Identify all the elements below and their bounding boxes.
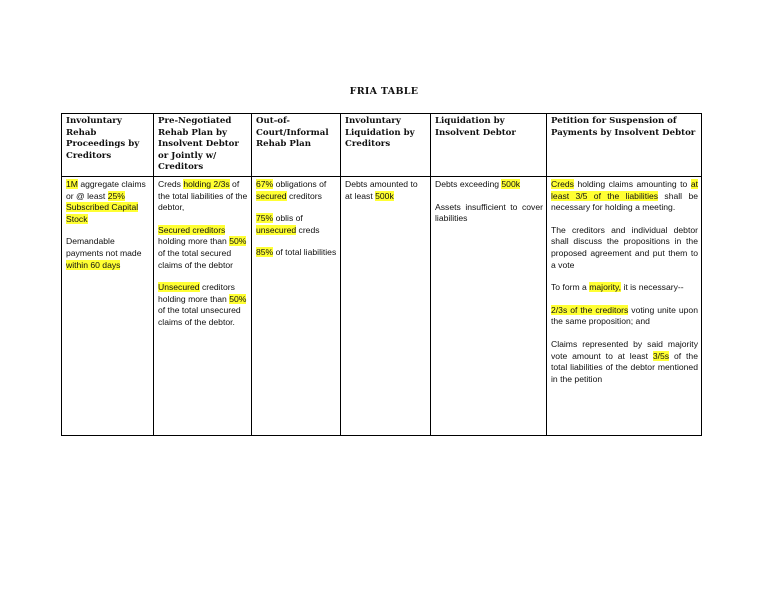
highlight: Unsecured — [158, 282, 200, 293]
paragraph — [256, 247, 337, 259]
text: obligations of — [273, 178, 327, 189]
header-petition-suspension: Petition for Suspension of Payments by Insolvent Debtor — [547, 114, 702, 177]
cell-petition-suspension — [547, 176, 702, 435]
highlight: Creds — [551, 178, 574, 189]
text: of the total liabilities of the debtor mentioned in the petition — [551, 350, 698, 384]
paragraph — [345, 179, 427, 202]
highlight: within 60 days — [66, 259, 121, 270]
highlight: 500k — [501, 178, 521, 189]
paragraph — [256, 213, 337, 236]
header-liquidation-by-debtor: Liquidation by Insolvent Debtor — [431, 114, 547, 177]
highlight: 75% — [256, 213, 274, 224]
highlight: 500k — [375, 190, 394, 201]
text: Assets insufficient to cover liabilities — [435, 201, 543, 224]
highlight: 2/3s of the creditors — [551, 304, 629, 315]
text: of the total liabilities of the debtor, — [158, 178, 248, 213]
highlight: 1M — [66, 178, 78, 189]
paragraph — [551, 179, 698, 214]
text: creds — [296, 224, 320, 235]
page-title: FRIA TABLE — [349, 86, 419, 97]
text: creditors — [286, 190, 322, 201]
text: aggregate claims or @ least — [66, 178, 146, 201]
paragraph — [551, 339, 698, 385]
text: Debts amounted to at least — [345, 178, 418, 201]
cell-involuntary-liquidation — [341, 176, 431, 435]
cell-pre-negotiated-rehab — [154, 176, 252, 435]
highlight: 25% Subscribed Capital Stock — [66, 190, 139, 224]
text: Creds — [158, 178, 184, 189]
highlight: at least 3/5 of the liabilities — [551, 178, 698, 201]
paragraph — [551, 305, 698, 328]
text: Claims represented by said majority vote amount to at least — [551, 338, 698, 361]
header-involuntary-rehab: Involuntary Rehab Proceedings by Creditors — [62, 114, 154, 177]
paragraph — [158, 179, 248, 214]
paragraph — [66, 236, 150, 271]
paragraph — [256, 179, 337, 202]
paragraph — [551, 225, 698, 271]
content-row — [62, 176, 702, 435]
header-out-of-court-rehab: Out-of-Court/Informal Rehab Plan — [252, 114, 341, 177]
highlight: unsecured — [256, 224, 297, 235]
text: of the total unsecured claims of the debtor. — [158, 305, 241, 327]
highlight: 50% — [229, 236, 247, 247]
cell-liquidation-by-debtor — [431, 176, 547, 435]
paragraph — [66, 179, 150, 225]
text: oblis of — [273, 213, 303, 224]
text: of the total secured claims of the debtor — [158, 247, 233, 270]
text: shall be necessary for holding a meeting. — [551, 190, 698, 213]
text: of total liabilities — [273, 247, 337, 258]
highlight: 3/5s — [652, 350, 670, 361]
highlight: holding 2/3s — [183, 178, 230, 189]
highlight: 67% — [256, 178, 274, 189]
highlight: 85% — [256, 247, 274, 258]
fria-table — [61, 113, 702, 436]
text: voting unite upon the same proposition; and — [551, 304, 698, 327]
paragraph — [158, 225, 248, 271]
text: holding more than — [158, 236, 230, 247]
text: To form a — [551, 282, 590, 293]
header-involuntary-liquidation: Involuntary Liquidation by Creditors — [341, 114, 431, 177]
text: holding claims amounting to — [573, 178, 691, 189]
text: Debts exceeding — [435, 178, 502, 189]
text: The creditors and individual debtor shall discuss the propositions in the proposed agreement and put them to a vote — [551, 224, 698, 270]
header-row — [62, 114, 702, 177]
highlight: Secured creditors — [158, 224, 226, 235]
paragraph — [158, 282, 248, 328]
text: creditors holding more than — [158, 282, 235, 304]
highlight: 50% — [229, 293, 247, 304]
text: it is necessary-- — [621, 282, 684, 293]
cell-involuntary-rehab — [62, 176, 154, 435]
highlight: secured — [256, 190, 287, 201]
paragraph — [551, 282, 698, 294]
text: Demandable payments not made — [66, 236, 142, 258]
highlight: majority, — [589, 282, 622, 293]
cell-out-of-court-rehab — [252, 176, 341, 435]
header-pre-negotiated-rehab: Pre-Negotiated Rehab Plan by Insolvent Debtor or Jointly w/ Creditors — [154, 114, 252, 177]
paragraph — [435, 179, 543, 191]
paragraph — [435, 202, 543, 225]
